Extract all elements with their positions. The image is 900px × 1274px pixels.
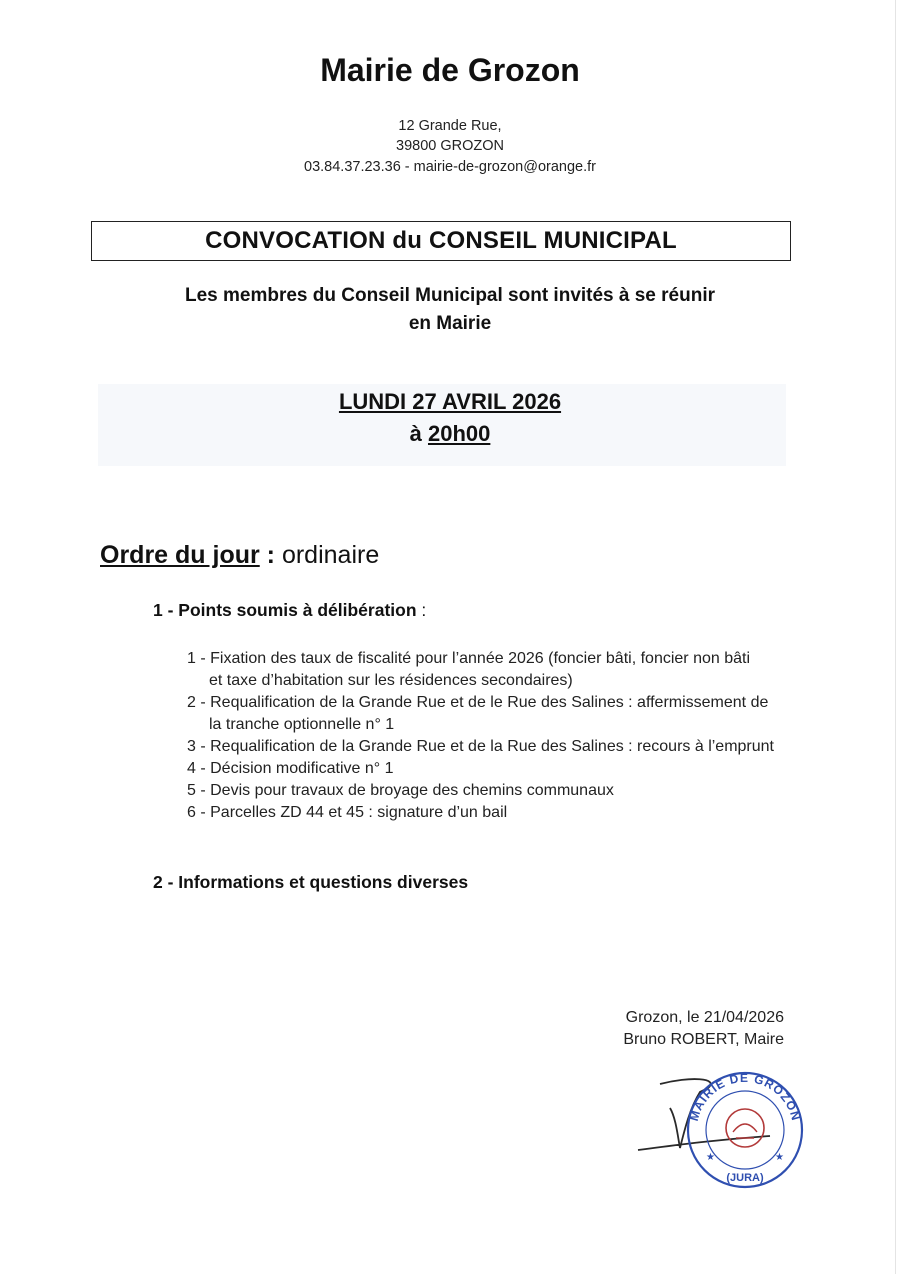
agenda-item-6: 6 - Parcelles ZD 44 et 45 : signature d’un bail (187, 804, 508, 821)
meeting-date (0, 389, 900, 415)
convocation-heading: CONVOCATION du CONSEIL MUNICIPAL (91, 221, 791, 261)
invite-line-1: Les membres du Conseil Municipal sont invités à se réunir (184, 285, 716, 306)
address-line-2: 39800 GROZON (396, 138, 504, 154)
meeting-date-text: LUNDI 27 AVRIL 2026 (338, 389, 562, 414)
agenda-label: Ordre du jour (100, 541, 260, 569)
agenda-section-1 (153, 600, 426, 621)
invite-line-2: en Mairie (408, 313, 492, 334)
agenda-item-1-line-2: et taxe d’habitation sur les résidences secondaires) (209, 672, 573, 689)
agenda-item-4: 4 - Décision modificative n° 1 (187, 760, 394, 777)
page-title: Mairie de Grozon (320, 52, 580, 88)
stamp-star-left-icon: ★ (706, 1152, 715, 1163)
agenda-item-2-line-1: 2 - Requalification de la Grande Rue et de le Rue des Salines : affermissement de (187, 694, 769, 711)
signature-name: Bruno ROBERT, Maire (623, 1031, 784, 1048)
stamp-top-text: MAIRIE DE GROZON (686, 1070, 804, 1123)
agenda-item-1 (187, 648, 807, 692)
agenda-item-2-line-2: la tranche optionnelle n° 1 (209, 716, 395, 733)
signature-and-stamp (630, 1068, 815, 1198)
svg-text:MAIRIE DE GROZON (687, 1071, 803, 1123)
mairie-stamp (687, 1071, 803, 1187)
stamp-bottom-text: (JURA) (726, 1172, 764, 1184)
agenda-separator: : (259, 541, 282, 569)
agenda-section-1-label: 1 - Points soumis à délibération (153, 600, 417, 620)
agenda-section-2: 2 - Informations et questions diverses (153, 872, 469, 892)
stamp-star-right-icon: ★ (775, 1152, 784, 1163)
agenda-type: ordinaire (281, 541, 380, 569)
agenda-item-5: 5 - Devis pour travaux de broyage des chemins communaux (187, 782, 614, 799)
meeting-time-value: 20h00 (427, 421, 491, 446)
agenda-section-1-suffix: : (416, 600, 427, 620)
agenda-item-2 (187, 692, 807, 736)
meeting-time-prefix: à (409, 421, 428, 446)
agenda-item-3: 3 - Requalification de la Grande Rue et de la Rue des Salines : recours à l’emprunt (187, 738, 774, 755)
signature-place-date: Grozon, le 21/04/2026 (625, 1009, 784, 1026)
scan-edge-line (895, 0, 896, 1274)
stamp-seal-emblem (726, 1109, 764, 1147)
agenda-heading (100, 541, 379, 570)
agenda-item-1-line-1: 1 - Fixation des taux de fiscalité pour l’année 2026 (foncier bâti, foncier non bâti (187, 650, 750, 667)
meeting-time (0, 421, 900, 447)
contact-line: 03.84.37.23.36 - mairie-de-grozon@orange.fr (304, 159, 596, 175)
address-line-1: 12 Grande Rue, (398, 118, 502, 134)
